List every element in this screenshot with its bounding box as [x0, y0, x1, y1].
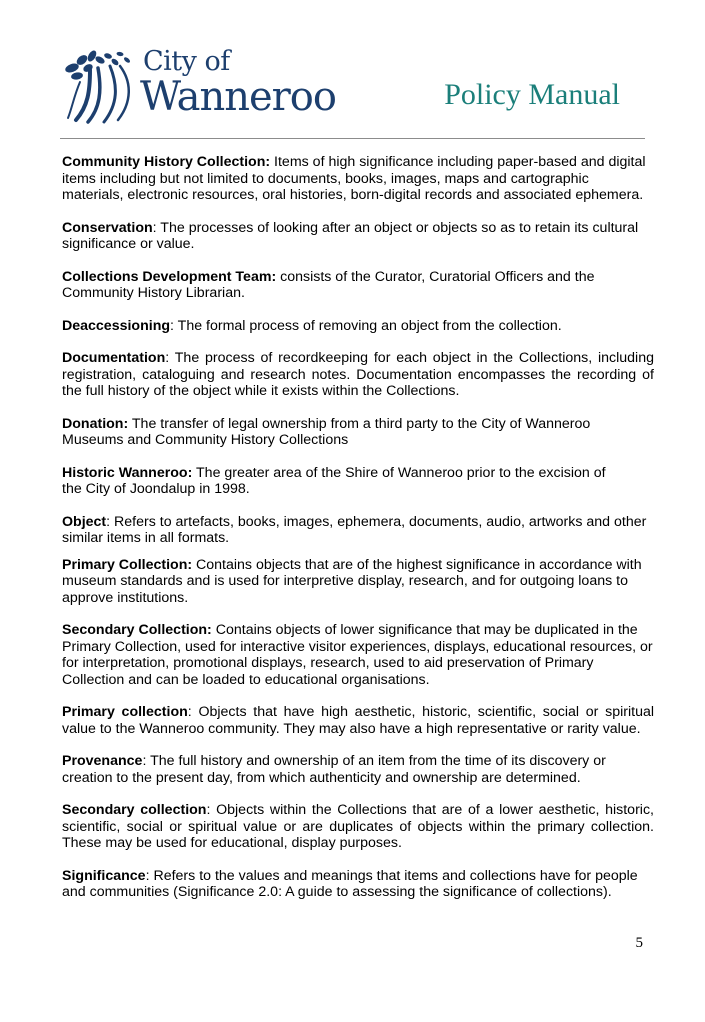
page-number: 5 — [635, 935, 643, 951]
definition-entry — [62, 154, 654, 204]
definition-term: Community History Collection: — [62, 154, 271, 170]
definition-text: : The processes of looking after an object or objects so as to retain its cultural significance or value. — [62, 219, 639, 252]
definition-entry — [62, 802, 654, 852]
logo-text-line1: City of — [143, 46, 230, 77]
definition-term: Deaccessioning — [62, 317, 171, 334]
definition-term: Secondary Collection: — [62, 622, 212, 638]
definition-entry — [62, 269, 654, 302]
definition-text: : Objects that have high aesthetic, historic, scientific, social or spiritual value to the Wanneroo community. They may also have a high representative or rarity value. — [62, 704, 655, 737]
definition-term: Significance — [62, 867, 146, 884]
definition-text: : Objects within the Collections that are of a lower aesthetic, historic, scientific, social or spiritual value or are duplicates of objects within the primary collection. These may be used for educational, display purposes. — [62, 802, 654, 851]
logo-text-line2: Wanneroo — [140, 74, 336, 120]
definition-entry — [62, 416, 654, 449]
document-title: Policy Manual — [444, 78, 620, 111]
definition-term: Donation: — [62, 415, 129, 432]
definition-text: The transfer of legal ownership from a third party to the City of Wanneroo Museums and Community History Collections — [62, 415, 591, 448]
definition-entry — [62, 220, 654, 253]
definition-entry — [62, 557, 654, 607]
city-of-wanneroo-logo — [60, 46, 336, 124]
definition-entry — [62, 514, 654, 547]
definition-text: : The formal process of removing an object from the collection. — [170, 317, 562, 334]
definition-text: : Refers to the values and meanings that items and collections have for people and communities (Significance 2.0: A guide to assessing the significance of collections). — [62, 867, 638, 900]
header-divider — [60, 138, 645, 139]
definition-term: Secondary collection — [62, 802, 207, 818]
definition-entry — [62, 704, 654, 737]
definition-entry — [62, 465, 607, 498]
definition-text: : The process of recordkeeping for each object in the Collections, including registration, cataloguing and research notes. Documentation encompasses the recording of the full history of the object while it exists within the Collections. — [62, 350, 654, 399]
definition-entry — [62, 753, 654, 786]
definition-term: Documentation — [62, 350, 166, 366]
definition-term: Provenance — [62, 753, 143, 769]
definition-term: Primary collection — [62, 704, 188, 720]
definition-text: Contains objects of lower significance that may be duplicated in the Primary Collection, used for interactive visitor experiences, displays, educational resources, or for interpretation, promotional displays, research, used to aid preservation of Primary Collection and can be loaded to educational organisations. — [62, 622, 653, 688]
definitions-list — [62, 154, 654, 901]
definition-text: : Refers to artefacts, books, images, ephemera, documents, audio, artworks and other similar items in all formats. — [62, 513, 647, 546]
definition-term: Collections Development Team: — [62, 268, 277, 285]
definition-term: Conservation — [62, 219, 153, 236]
definition-entry — [62, 868, 654, 901]
definition-text: The greater area of the Shire of Wanneroo prior to the excision of the City of Joondalup in 1998. — [62, 464, 606, 497]
definition-term: Object — [62, 513, 107, 530]
definition-text: consists of the Curator, Curatorial Officers and the Community History Librarian. — [62, 268, 595, 301]
definition-entry — [62, 622, 654, 688]
definition-entry — [62, 350, 654, 400]
definition-text: : The full history and ownership of an item from the time of its discovery or creation to the present day, from which authenticity and ownership are determined. — [62, 753, 606, 786]
definition-text: Contains objects that are of the highest significance in accordance with museum standards and is used for interpretive display, research, and for outgoing loans to approve institutions. — [62, 556, 642, 606]
definition-term: Primary Collection: — [62, 556, 193, 573]
definition-term: Historic Wanneroo: — [62, 464, 193, 481]
definition-entry — [62, 318, 654, 335]
definition-text: Items of high significance including paper-based and digital items including but not limited to documents, books, images, maps and cartographic materials, electronic resources, oral histories, born-digital records and associated ephemera. — [62, 154, 646, 203]
